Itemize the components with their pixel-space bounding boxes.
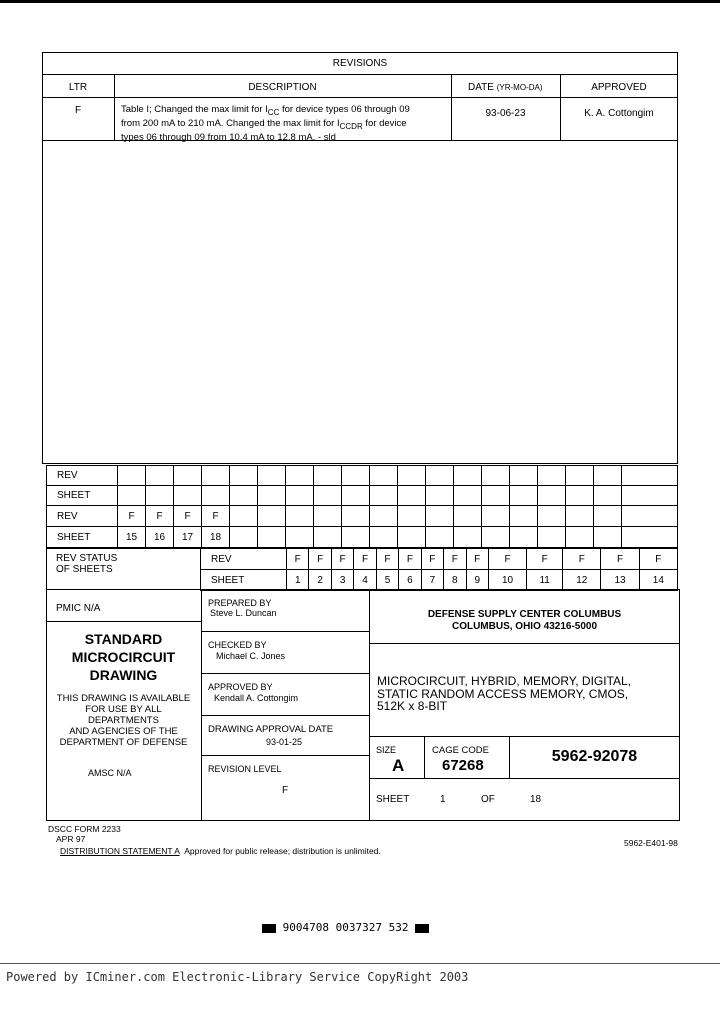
revision-letter: F	[74, 105, 82, 116]
form-date: APR 97	[56, 834, 86, 844]
sheet-cell: 5	[376, 570, 398, 591]
rev-cell: F	[354, 549, 376, 570]
sheet-label: SHEET	[47, 486, 118, 506]
prepared-by-label: PREPARED BY	[208, 598, 272, 608]
size-label: SIZE	[376, 745, 397, 755]
revision-level-label: REVISION LEVEL	[208, 764, 282, 774]
rev-cell: F	[488, 549, 526, 570]
drawing-number: 5962-92078	[551, 748, 638, 765]
sheet-cell: 14	[639, 570, 677, 591]
drawing-title: MICROCIRCUIT, HYBRID, MEMORY, DIGITAL, STATIC RANDOM ACCESS MEMORY, CMOS, 512K x 8-BIT	[377, 674, 632, 713]
rev-cell: F	[309, 549, 331, 570]
approved-by-name: Kendall A. Cottongim	[214, 693, 299, 703]
sheet-cell: 3	[331, 570, 353, 591]
sheet-cell: 12	[563, 570, 601, 591]
revision-approved: K. A. Cottongim	[584, 108, 654, 119]
footer-copyright: Powered by ICminer.com Electronic-Library Service CopyRight 2003	[6, 970, 469, 984]
sheet-cell: 8	[444, 570, 466, 591]
rev-cell: F	[421, 549, 443, 570]
revision-level: F	[282, 785, 289, 796]
sheet-label: SHEET	[376, 794, 410, 805]
revisions-title: REVISIONS	[332, 58, 388, 69]
rev-cell: F	[444, 549, 466, 570]
rev-cell: F	[287, 549, 309, 570]
rev-cell: F	[639, 549, 677, 570]
barcode-line: 9004708 0037327 532	[262, 921, 429, 934]
amsc-label: AMSC N/A	[88, 768, 132, 778]
pmic-label: PMIC N/A	[56, 603, 101, 614]
approval-date: 93-01-25	[266, 737, 303, 747]
approved-by-label: APPROVED BY	[208, 682, 273, 692]
sheet-label-2: SHEET	[47, 527, 118, 548]
rev-label: REV	[47, 466, 118, 486]
ltr-header: LTR	[68, 82, 88, 93]
revision-date: 93-06-23	[485, 108, 526, 119]
rev-cell: F	[376, 549, 398, 570]
standard-drawing-title: STANDARD MICROCIRCUIT DRAWING	[71, 631, 176, 683]
checked-by-label: CHECKED BY	[208, 640, 267, 650]
rev-cell: F	[146, 506, 174, 527]
sheet-cell: 11	[527, 570, 563, 591]
rev-cell: F	[118, 506, 146, 527]
of-label: OF	[481, 794, 495, 805]
sheet-cell: 10	[488, 570, 526, 591]
rev-cell: F	[466, 549, 488, 570]
rev-cell: F	[527, 549, 563, 570]
sheet-number: 1	[440, 794, 446, 805]
sheet-cell: 16	[146, 527, 174, 548]
sheet-cell: 1	[287, 570, 309, 591]
sheet-cell: 2	[309, 570, 331, 591]
approved-header: APPROVED	[591, 82, 647, 93]
rev-cell: F	[601, 549, 639, 570]
rev-cell: F	[563, 549, 601, 570]
rev-cell: F	[202, 506, 230, 527]
sheet-cell: 7	[421, 570, 443, 591]
barcode-block-left	[262, 924, 276, 933]
distribution-statement: DISTRIBUTION STATEMENT A Approved for public release; distribution is unlimited.	[60, 846, 381, 856]
sheet-cell: 13	[601, 570, 639, 591]
agency-name: DEFENSE SUPPLY CENTER COLUMBUS COLUMBUS, OHIO 43216-5000	[427, 609, 622, 632]
revision-description: Table I; Changed the max limit for $I_{CC}$ for device types 06 through 09 from 200 mA to 210 mA. Changed the max limit for $I_{CCDR}$ for device types 06 through 09 from 10.4 mA to 12.8 mA. - sld	[121, 104, 410, 143]
size-value: A	[392, 756, 405, 775]
top-border	[0, 0, 720, 3]
cage-code-value: 67268	[442, 757, 484, 774]
sheet-cell: 6	[399, 570, 421, 591]
rev-status-title: REV STATUS OF SHEETS	[56, 553, 118, 575]
availability-statement: THIS DRAWING IS AVAILABLE FOR USE BY ALL DEPARTMENTS AND AGENCIES OF THE DEPARTMENT OF DEFENSE	[56, 693, 191, 748]
description-header: DESCRIPTION	[248, 82, 317, 93]
barcode-block-right	[415, 924, 429, 933]
checked-by-name: Michael C. Jones	[216, 651, 286, 661]
rev-cell: F	[399, 549, 421, 570]
form-number: DSCC FORM 2233	[48, 824, 121, 834]
sheet-total: 18	[530, 794, 542, 805]
rev-cell: F	[331, 549, 353, 570]
sheet-cell: 15	[118, 527, 146, 548]
prepared-by-name: Steve L. Duncan	[210, 608, 277, 618]
rev-status-main-grid: REV F F F F F F F F F F F F F F SHEET 1 2 3 4 5 6 7 8 9 10 11 12 13 14	[200, 548, 678, 591]
rev-label-2: REV	[47, 506, 118, 527]
sheet-cell: 17	[174, 527, 202, 548]
sheet-cell: 18	[202, 527, 230, 548]
date-header: DATE (YR-MO-DA)	[468, 82, 543, 93]
approval-date-label: DRAWING APPROVAL DATE	[208, 724, 334, 735]
rev-status-upper-grid	[46, 465, 678, 548]
cage-code-label: CAGE CODE	[432, 745, 490, 756]
rev-cell: F	[174, 506, 202, 527]
sheet-cell: 4	[354, 570, 376, 591]
doc-code: 5962-E401-98	[624, 838, 678, 848]
sheet-cell: 9	[466, 570, 488, 591]
